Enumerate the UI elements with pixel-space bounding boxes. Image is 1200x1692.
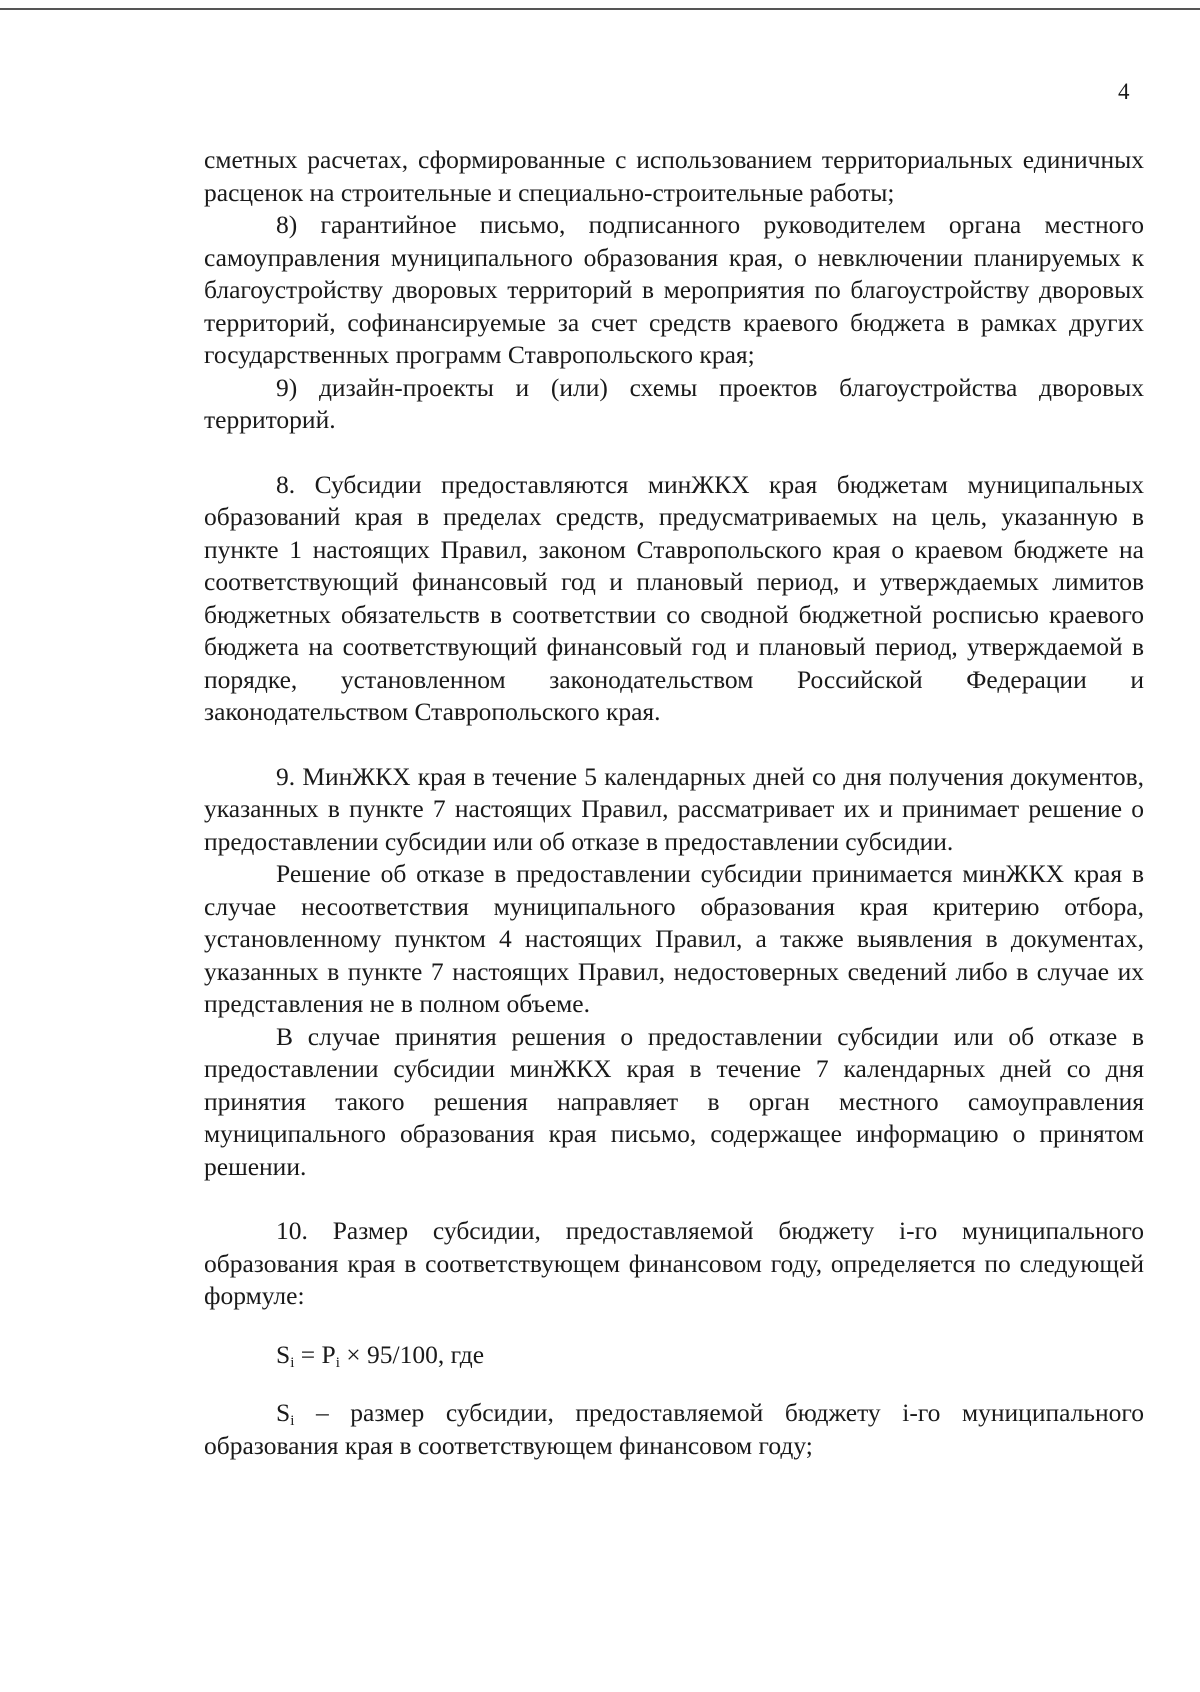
definition-s: S	[276, 1398, 291, 1427]
formula-s: S	[276, 1339, 291, 1369]
paragraph-refusal-decision: Решение об отказе в предоставлении субсидии принимается минЖКХ края в случае несоответствия муниципального образования края критерию отбора, установленному пунктом 4 настоящих Правил, а также выявления в документах, указанных в пункте 7 настоящих Правил, недостоверных сведений либо в случае их представления не в полном объеме.	[204, 859, 1144, 1018]
definition-s-index: i	[290, 1413, 295, 1429]
paragraph-item-9: 9) дизайн-проекты и (или) схемы проектов благоустройства дворовых территорий.	[204, 372, 1144, 434]
document-body	[204, 144, 1144, 1462]
formula-s-index: i	[290, 1354, 295, 1371]
formula-equals: =	[294, 1339, 322, 1369]
formula-tail: × 95/100, где	[339, 1339, 485, 1369]
paragraph-notification: В случае принятия решения о предоставлении субсидии или об отказе в предоставлении субсидии минЖКХ края в течение 7 календарных дней со дня принятия такого решения направляет в орган местного самоуправления муниципального образования края письмо, содержащее информацию о принятом решении.	[204, 1021, 1144, 1181]
paragraph-clause-9: 9. МинЖКХ края в течение 5 календарных дней со дня получения документов, указанных в пункте 7 настоящих Правил, рассматривает их и принимает решение о предоставлении субсидии или об отказе в предоставлении субсидии.	[204, 761, 1144, 856]
paragraph-definition-si	[204, 1397, 1144, 1462]
page-number: 4	[1118, 79, 1130, 104]
top-rule	[0, 8, 1200, 10]
paragraph-clause-10: 10. Размер субсидии, предоставляемой бюджету i-го муниципального образования края в соответствующем финансовом году, определяется по следующей формуле:	[204, 1216, 1144, 1310]
formula-p-index: i	[335, 1354, 340, 1371]
paragraph-clause-8: 8. Субсидии предоставляются минЖКХ края бюджетам муниципальных образований края в пределах средств, предусматриваемых на цель, указанную в пункте 1 настоящих Правил, законом Ставропольского края о краевом бюджете на соответствующий финансовый год и плановый период, и утверждаемых лимитов бюджетных обязательств в соответствии со сводной бюджетной росписью краевого бюджета на соответствующий финансовый год и плановый период, утверждаемой в порядке, установленном законодательством Российской Федерации и законодательством Ставропольского края.	[204, 469, 1144, 726]
formula	[204, 1339, 1144, 1372]
formula-p: P	[321, 1339, 336, 1369]
paragraph-item-8: 8) гарантийное письмо, подписанного руководителем органа местного самоуправления муниципального образования края, о невключении планируемых к благоустройству дворовых территорий в мероприятия по благоустройству дворовых территорий, софинансируемые за счет средств краевого бюджета в рамках других государственных программ Ставропольского края;	[204, 210, 1144, 369]
paragraph-estimates: сметных расчетах, сформированные с использованием территориальных единичных расценок на строительные и специально-строительные работы;	[204, 145, 1144, 207]
definition-text: – размер субсидии, предоставляемой бюджету i-го муниципального образования края в соответствующем финансовом году;	[204, 1398, 1144, 1460]
